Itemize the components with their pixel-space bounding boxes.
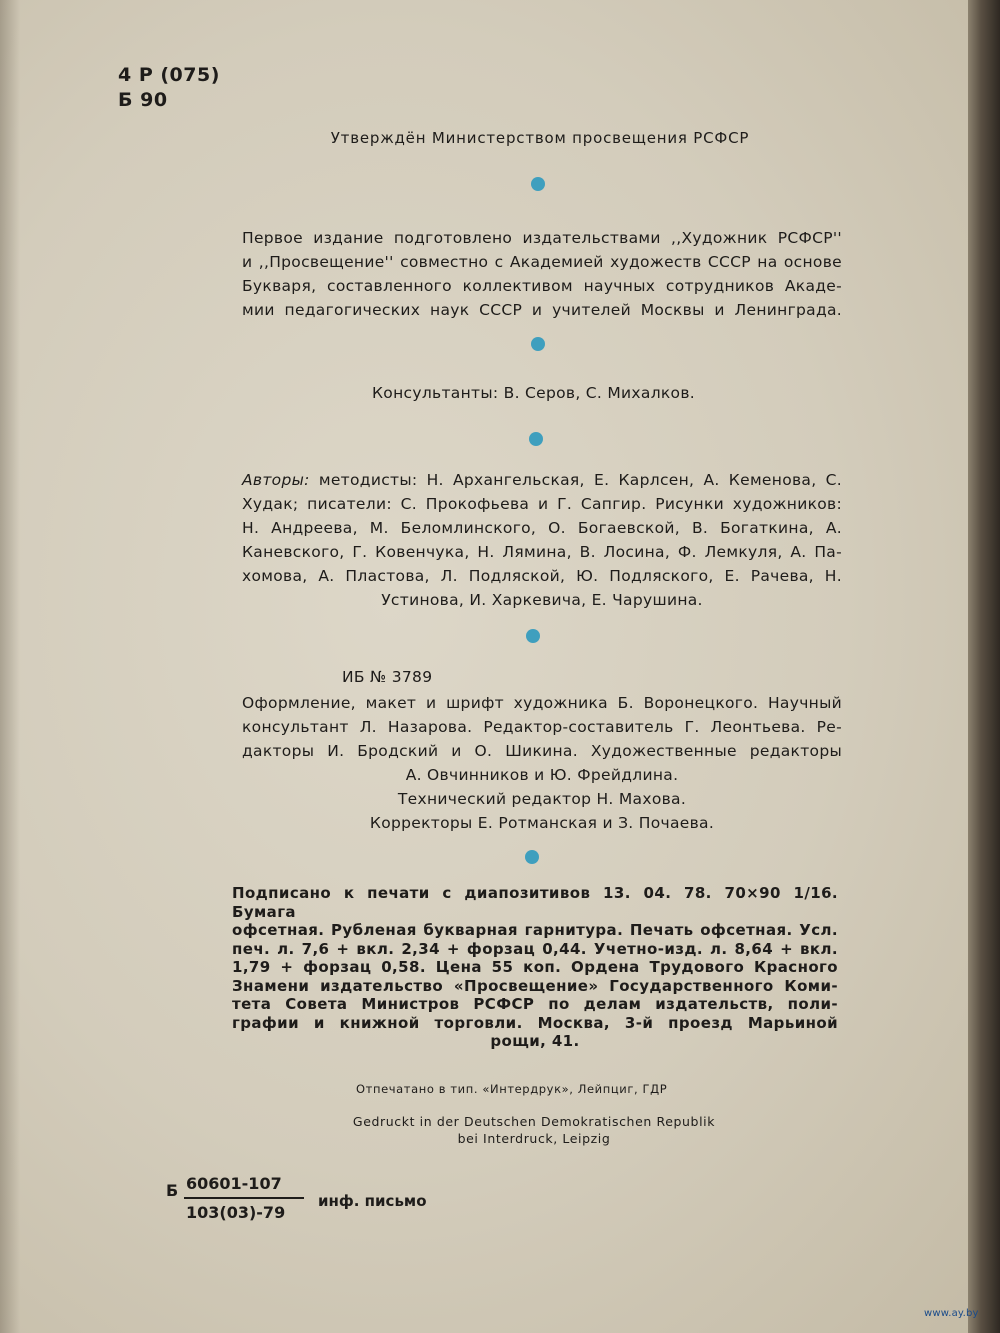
printed-by: Отпечатано в тип. «Интердрук», Лейпциг, ГДР [356, 1082, 668, 1096]
bbk-denominator: 103(03)-79 [186, 1203, 286, 1222]
text-line: Устинова, И. Харкевича, Е. Чарушина. [381, 591, 703, 609]
watermark: www.ay.by [924, 1308, 979, 1319]
text-line: мии педагогических наук СССР и учителей Москвы и Ленинграда. [242, 301, 842, 319]
text-line: дакторы И. Бродский и О. Шикина. Художественные редакторы [242, 742, 842, 760]
imprint-block [232, 884, 838, 1051]
separator-dot [525, 850, 539, 864]
fraction-divider [184, 1197, 304, 1199]
text-line: и ,,Просвещение'' совместно с Академией художеств СССР на основе [242, 253, 842, 271]
text-line: Н. Андреева, М. Беломлинского, О. Богаевской, В. Богаткина, А. [242, 519, 842, 537]
authors-block [242, 468, 842, 612]
authors-label: Авторы: [242, 471, 310, 489]
text-line: Технический редактор Н. Махова. [397, 790, 687, 808]
gedruckt-line2: bei Interdruck, Leipzig [457, 1131, 611, 1146]
text-line: 1,79 + форзац 0,58. Цена 55 коп. Ордена Трудового Красного [232, 958, 838, 976]
text-line: офсетная. Рубленая букварная гарнитура. Печать офсетная. Усл. [232, 921, 838, 939]
gedruckt-line1: Gedruckt in der Deutschen Demokratischen Republik [352, 1114, 716, 1129]
design-credits [242, 691, 842, 835]
text-line: Букваря, составленного коллективом научных сотрудников Акаде- [242, 277, 842, 295]
text-line: А. Овчинников и Ю. Фрейдлина. [405, 766, 679, 784]
gedruckt-note [334, 1113, 734, 1147]
spine-shadow [0, 0, 20, 1333]
text-line: консультант Л. Назарова. Редактор-составитель Г. Леонтьева. Ре- [242, 718, 842, 736]
authors-first-line [242, 468, 842, 492]
text-line: Знамени издательство «Просвещение» Государственного Коми- [232, 976, 838, 995]
bbk-note: инф. письмо [318, 1192, 427, 1210]
library-code-line2: Б 90 [118, 89, 168, 111]
bbk-letter: Б [166, 1181, 179, 1200]
consultants: Консультанты: В. Серов, С. Михалков. [372, 384, 696, 402]
separator-dot [531, 177, 545, 191]
library-code-line1: 4 Р (075) [118, 64, 220, 86]
approval-note: Утверждён Министерством просвещения РСФСР [330, 129, 750, 147]
text-line: графии и книжной торговли. Москва, 3-й проезд Марьиной [232, 1013, 838, 1032]
text-line: рощи, 41. [490, 1032, 580, 1050]
separator-dot [529, 432, 543, 446]
ib-number: ИБ № 3789 [342, 668, 433, 686]
bbk-numerator: 60601-107 [186, 1174, 282, 1193]
text-line: Худак; писатели: С. Прокофьева и Г. Сапгир. Рисунки художников: [242, 495, 842, 513]
text-line: Корректоры Е. Ротманская и З. Почаева. [369, 814, 715, 832]
separator-dot [526, 629, 540, 643]
authors-first-line-text: методисты: Н. Архангельская, Е. Карлсен, А. Кеменова, С. [309, 471, 842, 489]
text-line: Каневского, Г. Ковенчука, Н. Лямина, В. Лосина, Ф. Лемкуля, А. Па- [242, 543, 842, 561]
text-line: хомова, А. Пластова, Л. Подляской, Ю. Подляского, Е. Рачева, Н. [242, 567, 842, 585]
text-line: Подписано к печати с диапозитивов 13. 04. 78. 70×90 1/16. Бумага [232, 884, 838, 921]
text-line: печ. л. 7,6 + вкл. 2,34 + форзац 0,44. Учетно-изд. л. 8,64 + вкл. [232, 939, 838, 958]
first-edition-note [242, 226, 842, 322]
text-line: тета Совета Министров РСФСР по делам издательств, поли- [232, 995, 838, 1013]
page-edge [968, 0, 1000, 1333]
text-line: Оформление, макет и шрифт художника Б. Воронецкого. Научный [242, 694, 842, 712]
separator-dot [531, 337, 545, 351]
text-line: Первое издание подготовлено издательствами ,,Художник РСФСР'' [242, 229, 842, 247]
